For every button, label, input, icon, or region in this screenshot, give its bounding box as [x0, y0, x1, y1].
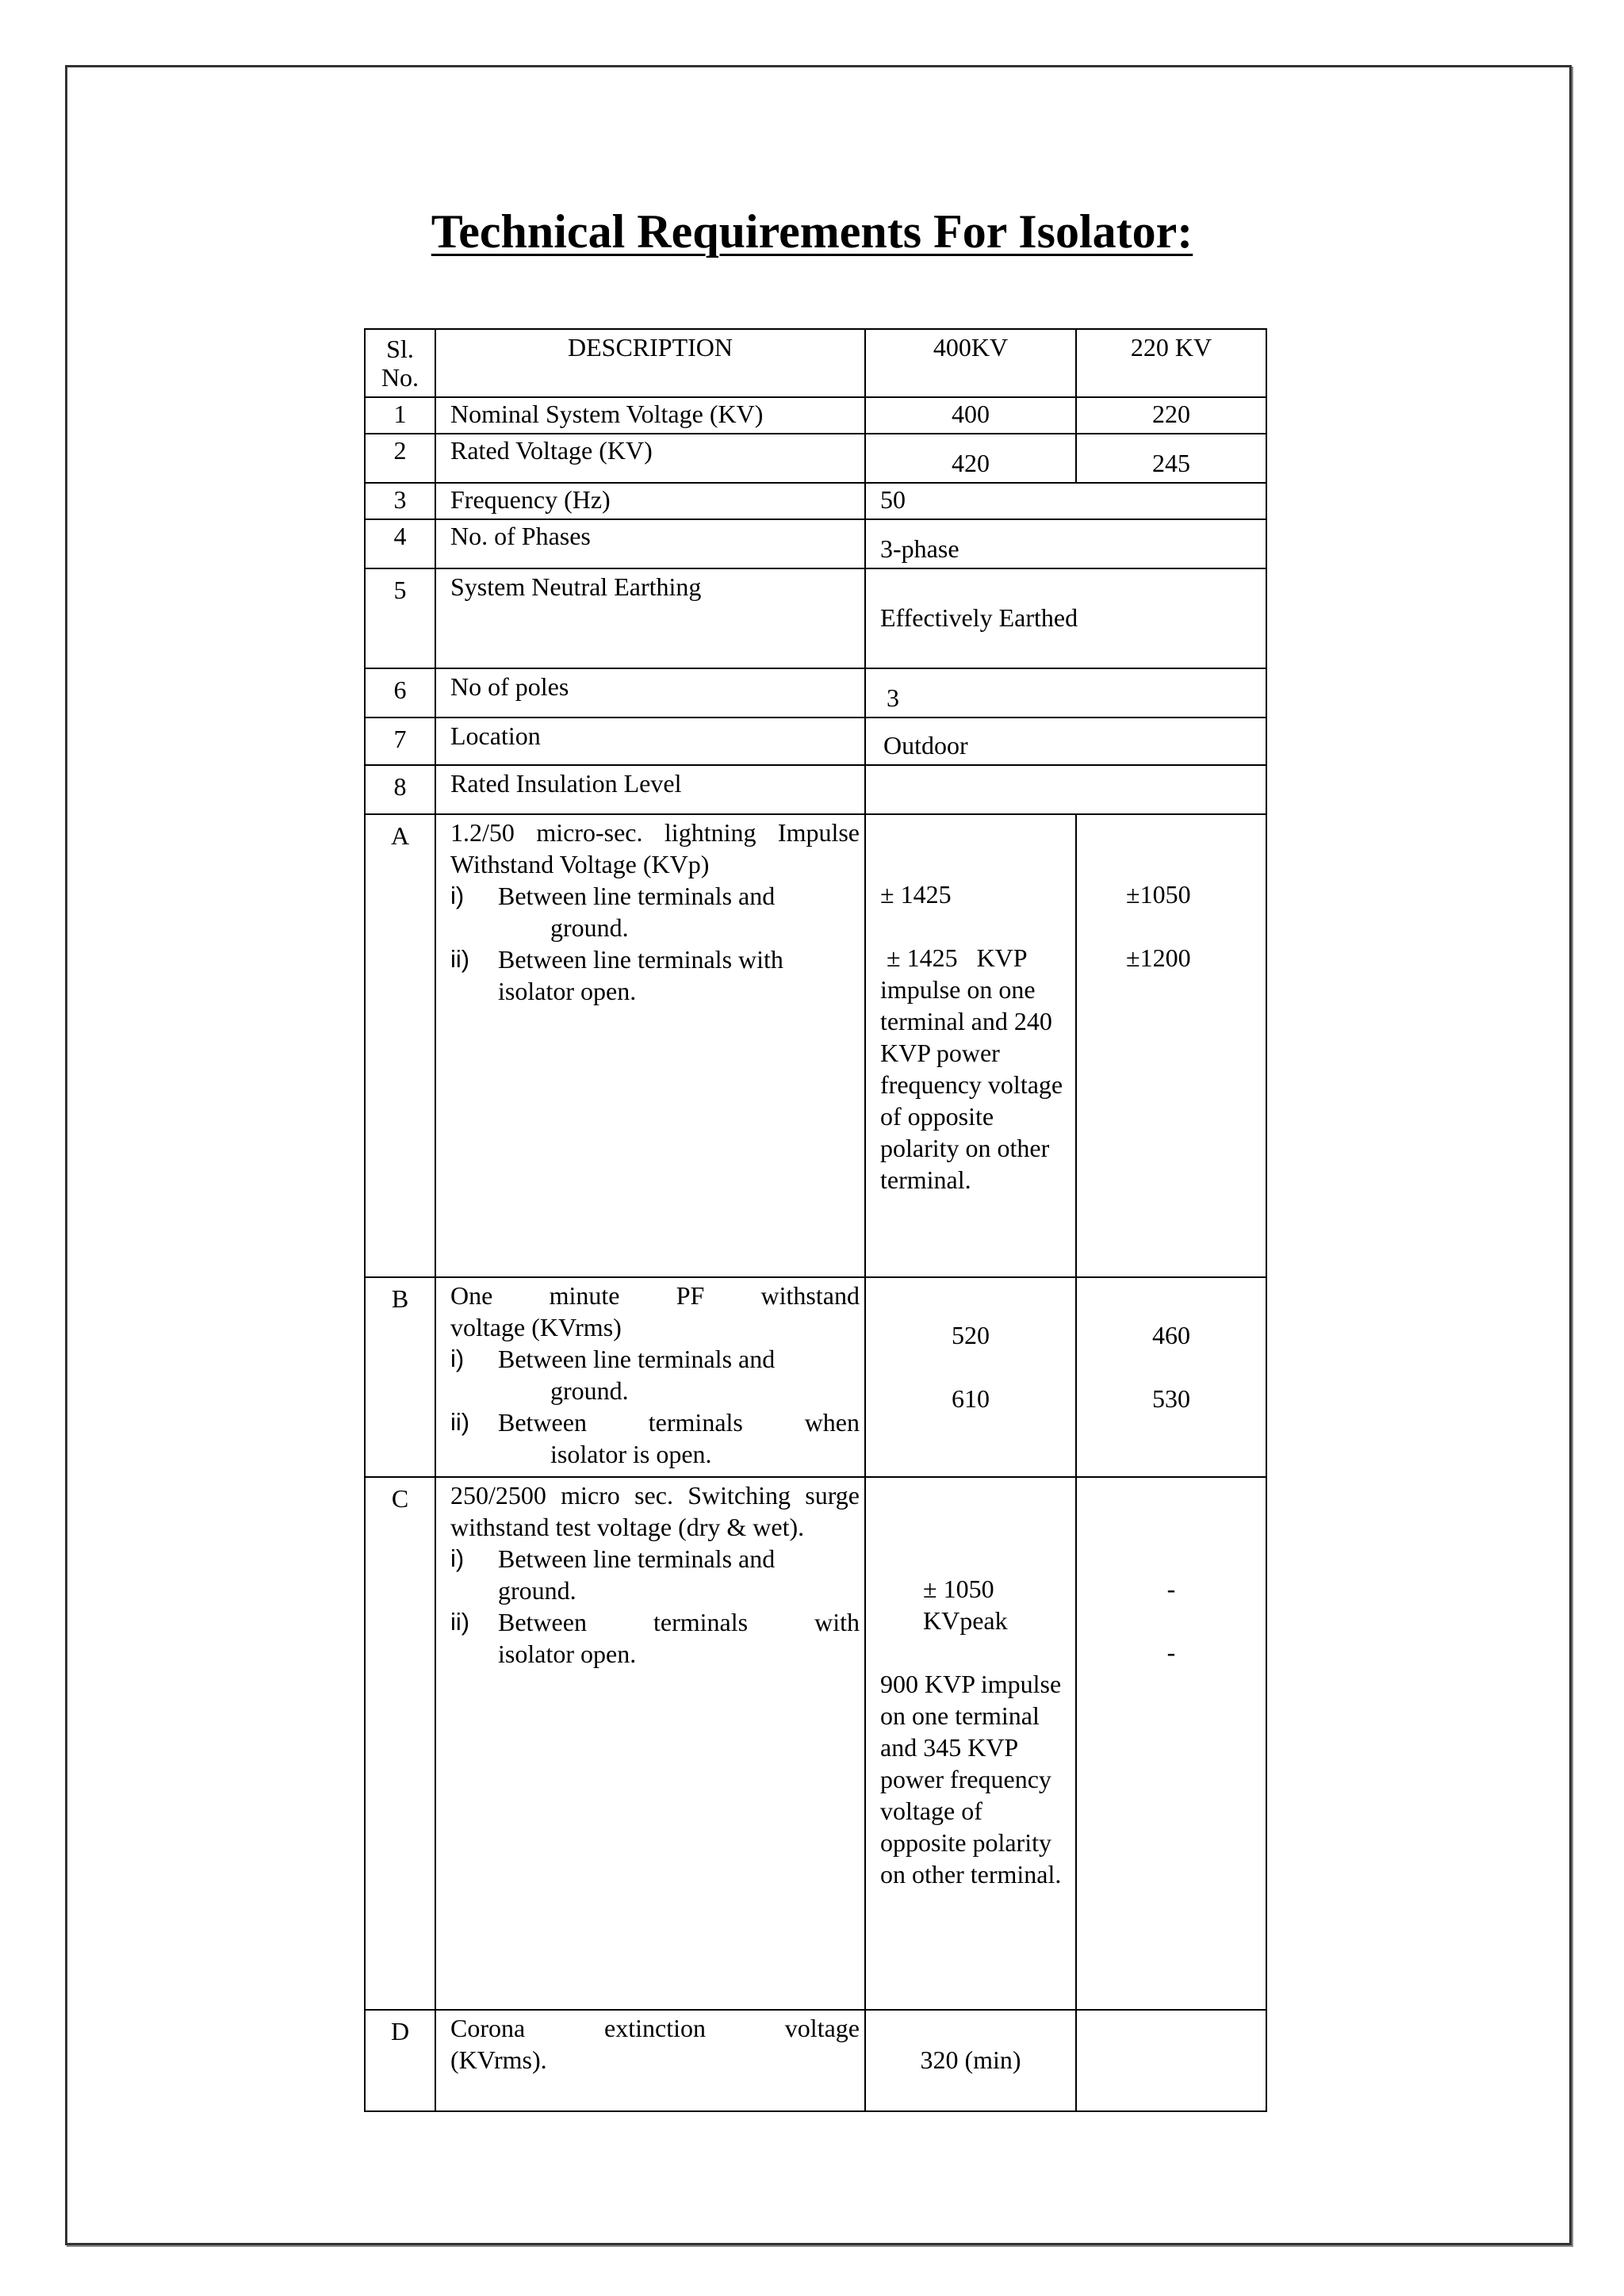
c-sub-ii — [450, 1606, 860, 1670]
row-description: No of poles — [435, 668, 865, 718]
row-400kv-value: 420 — [865, 434, 1076, 483]
a-400kv-i: ± 1425 — [880, 880, 952, 909]
table-row — [365, 814, 1266, 1277]
row-description — [435, 814, 865, 1277]
c-220kv-value — [1076, 1477, 1266, 2010]
a-sub-ii — [450, 943, 860, 1007]
header-220kv: 220 KV — [1076, 329, 1266, 397]
b-sub-i-line1: Between line terminals and — [498, 1345, 776, 1373]
row-description: Rated Voltage (KV) — [435, 434, 865, 483]
b-220kv-ii: 530 — [1152, 1384, 1190, 1413]
table-row — [365, 1277, 1266, 1477]
c-sub-i-number: i) — [450, 1544, 465, 1572]
table-row — [365, 765, 1266, 814]
table-row — [365, 718, 1266, 765]
row-value: 3 — [865, 668, 1266, 718]
b-sub-ii-number: ii) — [450, 1408, 470, 1436]
c-sub-i — [450, 1543, 860, 1606]
row-sl: 4 — [365, 519, 435, 568]
row-description — [435, 2010, 865, 2111]
c-400kv-i: ± 1050 KVpeak — [923, 1575, 1008, 1635]
c-220kv-i: - — [1166, 1575, 1176, 1603]
table-row — [365, 1477, 1266, 2010]
c-sub-ii-line2: isolator open. — [498, 1640, 637, 1668]
table-row — [365, 2010, 1266, 2111]
row-value: Effectively Earthed — [865, 568, 1266, 668]
a-220kv-value — [1076, 814, 1266, 1277]
a-sub-i-line2: ground. — [550, 913, 629, 942]
a-sub-ii-number: ii) — [450, 945, 470, 973]
b-description-line1: One minute PF withstand — [450, 1281, 860, 1310]
a-220kv-ii: ±1200 — [1126, 943, 1191, 972]
b-220kv-i: 460 — [1152, 1321, 1190, 1349]
row-sl: 2 — [365, 434, 435, 483]
header-description: DESCRIPTION — [435, 329, 865, 397]
c-sub-i-line1: Between line terminals and — [498, 1544, 776, 1573]
b-sub-ii-line2: isolator is open. — [550, 1440, 712, 1468]
row-description — [435, 1477, 865, 2010]
row-description: Rated Insulation Level — [435, 765, 865, 814]
a-400kv-ii: ± 1425 KVP impulse on one terminal and 240 KVP power frequency voltage of opposite polarity on other terminal. — [880, 943, 1070, 1194]
row-sl: A — [365, 814, 435, 1277]
c-description: 250/2500 micro sec. Switching surge withstand test voltage (dry & wet). — [450, 1481, 860, 1541]
row-sl: 8 — [365, 765, 435, 814]
table-row — [365, 668, 1266, 718]
header-400kv: 400KV — [865, 329, 1076, 397]
c-220kv-ii: - — [1166, 1638, 1176, 1667]
a-400kv-value — [865, 814, 1076, 1277]
d-400kv-value: 320 (min) — [865, 2010, 1076, 2111]
a-sub-ii-line1: Between line terminals with — [498, 945, 783, 974]
row-sl: B — [365, 1277, 435, 1477]
row-sl: 6 — [365, 668, 435, 718]
a-description: 1.2/50 micro-sec. lightning Impulse Withstand Voltage (KVp) — [450, 818, 860, 878]
row-value: 50 — [865, 483, 1266, 519]
table-row — [365, 568, 1266, 668]
table-row — [365, 483, 1266, 519]
a-220kv-i: ±1050 — [1126, 880, 1191, 909]
c-400kv-ii: 900 KVP impulse on one terminal and 345 KVP power frequency voltage of opposite polarity on other terminal. — [880, 1670, 1062, 1888]
row-description: System Neutral Earthing — [435, 568, 865, 668]
a-sub-ii-line2: isolator open. — [498, 977, 637, 1005]
row-value: Outdoor — [865, 718, 1266, 765]
b-sub-ii-line1: Between terminals when — [498, 1408, 860, 1437]
b-sub-i-line2: ground. — [550, 1376, 629, 1405]
table-row — [365, 519, 1266, 568]
header-row — [365, 329, 1266, 397]
c-400kv-value — [865, 1477, 1076, 2010]
b-description-line2: voltage (KVrms) — [450, 1313, 622, 1341]
row-value-empty — [865, 765, 1266, 814]
row-sl: 7 — [365, 718, 435, 765]
b-400kv-i: 520 — [952, 1321, 990, 1349]
row-sl: D — [365, 2010, 435, 2111]
header-sl: Sl. No. — [365, 329, 435, 397]
row-description: Nominal System Voltage (KV) — [435, 397, 865, 434]
row-400kv-value: 400 — [865, 397, 1076, 434]
row-sl: 3 — [365, 483, 435, 519]
d-description-line1: Corona extinction voltage — [450, 2014, 860, 2042]
table-row — [365, 397, 1266, 434]
b-400kv-value — [865, 1277, 1076, 1477]
b-220kv-value — [1076, 1277, 1266, 1477]
spec-table — [364, 328, 1267, 2112]
row-description: Location — [435, 718, 865, 765]
a-sub-i — [450, 880, 860, 943]
d-220kv-value-empty — [1076, 2010, 1266, 2111]
c-sub-i-line2: ground. — [498, 1576, 576, 1605]
row-description — [435, 1277, 865, 1477]
row-220kv-value: 245 — [1076, 434, 1266, 483]
page-title: Technical Requirements For Isolator: — [431, 205, 1193, 258]
b-sub-i-number: i) — [450, 1345, 465, 1372]
row-description: Frequency (Hz) — [435, 483, 865, 519]
row-sl: 1 — [365, 397, 435, 434]
a-sub-i-number: i) — [450, 882, 465, 909]
c-sub-ii-line1: Between terminals with — [498, 1608, 860, 1636]
table-row — [365, 434, 1266, 483]
b-400kv-ii: 610 — [952, 1384, 990, 1413]
c-sub-ii-number: ii) — [450, 1608, 470, 1636]
row-value: 3-phase — [865, 519, 1266, 568]
row-sl: 5 — [365, 568, 435, 668]
row-sl: C — [365, 1477, 435, 2010]
row-220kv-value: 220 — [1076, 397, 1266, 434]
a-sub-i-line1: Between line terminals and — [498, 882, 776, 910]
row-description: No. of Phases — [435, 519, 865, 568]
d-description-line2: (KVrms). — [450, 2045, 547, 2074]
b-sub-ii — [450, 1406, 860, 1470]
b-sub-i — [450, 1343, 860, 1406]
